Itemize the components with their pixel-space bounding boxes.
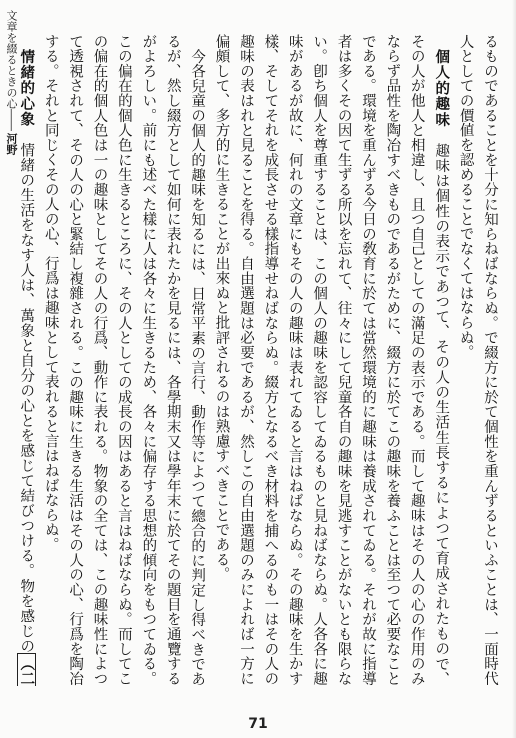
running-header-title: 文章を綴るときの心 <box>5 10 18 109</box>
paragraph-text: 趣味は個性の表示であつて、その人の生活生長するによつて育成されたもので、その人が他人と相違し、且つ自己としての滿足の表示である。而して趣味はその人の心の作用のみならず品性を陶冶すべきものであるがために、綴方に於てこの趣味を養ふことは至つて必要なことである。環境を重んずる今日の敎育に於ては當然環境的に趣味は養成されてゐる。それが故に指導者は多くその因て生ずる所以を忘れて、往々にして兒童各自の趣味を見逃すことがないとも限らない。卽ち個人を尊重することは、この個人の趣味を認容してゐるものと見ねばならぬ。人各各に趣味があるが故に、何れの文章にもその人の趣味は表れてゐると言はねばならぬ。その趣味を生かす樣、そしてそれを成長させる樣指導せねばならぬ。綴方となるべき材料を捕へるのも一はその人の趣味の表はれと見ることを得る。自由選題は必要であるが、然しこの自由選題のみによれば一方に偏頗して、多方的に生きることが出來ぬと批評されるのは熟慮すべきことである。 <box>213 34 450 686</box>
running-header-author: 河野 <box>5 133 18 155</box>
paragraph-emotional-image <box>14 34 38 686</box>
paragraph-text: るものであることを十分に知らねばならぬ。で綴方に於て個性を重んずるといふことは、一面時代人としての價値を認めることでなくてはならぬ。 <box>457 34 498 686</box>
paragraph-continuation <box>453 34 502 686</box>
paragraph-children-taste <box>38 34 209 686</box>
section-heading-personal-taste: 個人的趣味 <box>433 48 451 128</box>
page-edge-shadow <box>512 0 516 738</box>
paragraph-text: 情緒の生活をなす人は、萬象と自分の心とを感じて結びつける。物を感じの <box>18 142 35 654</box>
main-text-block <box>14 34 502 686</box>
page-number: 71 <box>248 716 268 732</box>
section-heading-emotional-image: 情緒的心象 <box>18 48 36 128</box>
paragraph-text: 今各兒童の個人的趣味を知るには、日常平素の言行、動作等によつて總合的に判定し得べきであるが、然し綴方として如何に表れたかを見るには、各學期末又は學年末に於てその題目を通覽するがよろしい。前にも述べた樣に人は各々に生きるため、各々に偏存する思想的傾向をもつてゐる。この偏在的個人色に生きるところに、その人としての成長の因はあると言はねばならぬ。而してこの偏在的個人色は一の趣味としてその人の行爲、動作に表れる。物象の全ては、この趣味性によつて透視されて、その人の心と緊結し複雜される。この趣味に生きる生活はその人の心、行爲を陶冶する。それと同じくその人の心、行爲は趣味として表れると言はねばならぬ。 <box>42 34 206 686</box>
running-header-dash: ―― <box>5 109 18 131</box>
paragraph-personal-taste <box>209 34 453 686</box>
continued-on-page-note: （二 <box>14 34 36 686</box>
